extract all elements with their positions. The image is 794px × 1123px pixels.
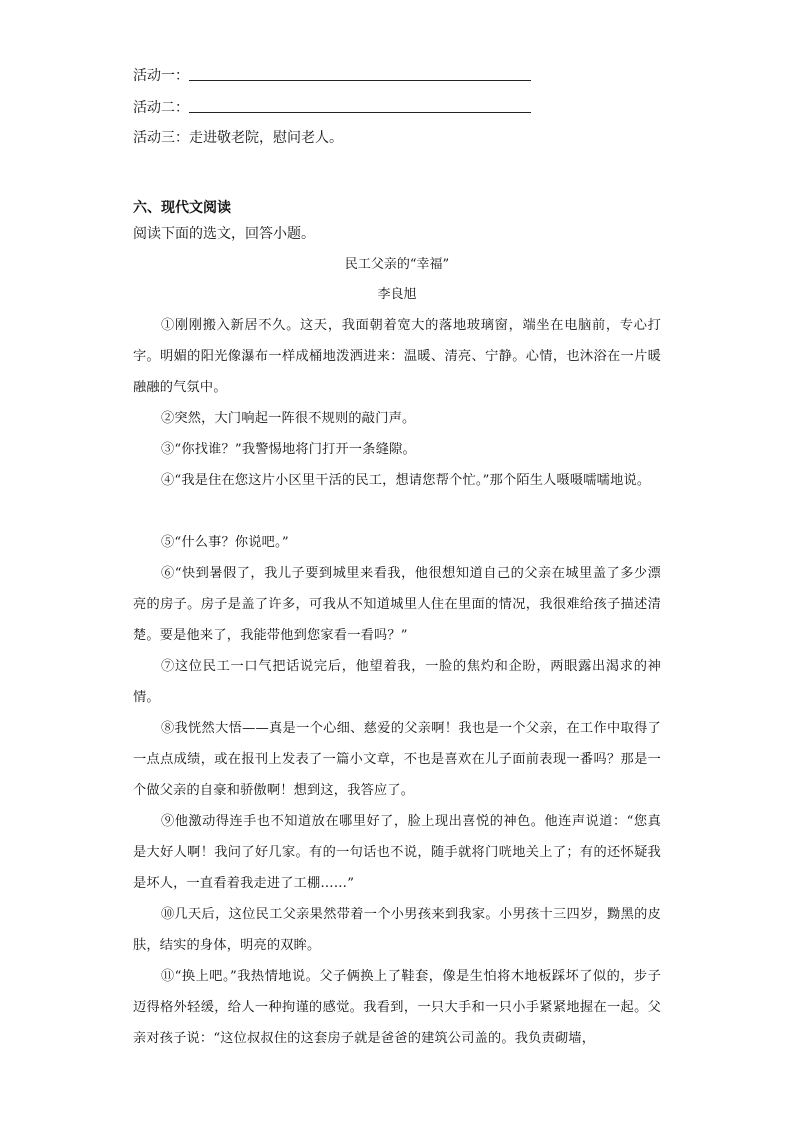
- paragraph-1: ①刚刚搬入新居不久。这天，我面朝着宽大的落地玻璃窗，端坐在电脑前，专心打字。明媚的阳光像瀑布一样成桶地泼洒进来：温暖、清亮、宁静。心情，也沐浴在一片暖融融的气氛中。: [133, 318, 661, 395]
- activity-one: [133, 66, 189, 86]
- activity-two: [133, 98, 189, 118]
- activity-one-label: 活动一：: [133, 68, 189, 84]
- paragraph-3: ③“你找谁？”我警惕地将门打开一条缝隙。: [161, 442, 416, 457]
- paragraph-10: ⑩几天后，这位民工父亲果然带着一个小男孩来到我家。小男孩十三四岁，黝黑的皮肤，结实的身体，明亮的双眸。: [133, 907, 661, 953]
- activity-three: 活动三：走进敬老院，慰问老人。: [133, 130, 343, 146]
- paragraph-2: ②突然，大门响起一阵很不规则的敲门声。: [161, 411, 416, 426]
- activity-two-blank: [189, 112, 531, 113]
- paragraph-8: ⑧我恍然大悟——真是一个心细、慈爱的父亲啊！我也是一个父亲，在工作中取得了一点点成绩，或在报刊上发表了一篇小文章，不也是喜欢在儿子面前表现一番吗？那是一个做父亲的自豪和骄傲啊！想到这，我答应了。: [133, 721, 661, 798]
- paragraph-9: ⑨他激动得连手也不知道放在哪里好了，脸上现出喜悦的神色。他连声说道：“您真是大好人啊！我问了好几家。有的一句话也不说，随手就将门咣地关上了；有的还怀疑我是坏人，一直看着我走进了工棚……”: [133, 814, 661, 891]
- activity-one-blank: [189, 80, 531, 81]
- activity-two-label: 活动二：: [133, 100, 189, 116]
- article-author: 李良旭: [377, 287, 417, 302]
- paragraph-6: ⑥“快到暑假了，我儿子要到城里来看我，他很想知道自己的父亲在城里盖了多少漂亮的房子。房子是盖了许多，可我从不知道城里人住在里面的情况，我很难给孩子描述清楚。要是他来了，我能带他到您家看一看吗？”: [133, 566, 661, 643]
- article-title: 民工父亲的“幸福”: [344, 257, 450, 272]
- section-instruction: 阅读下面的选文，回答小题。: [133, 226, 315, 242]
- paragraph-11: ⑪“换上吧。”我热情地说。父子俩换上了鞋套，像是生怕将木地板踩坏了似的，步子迈得格外轻缓，给人一种拘谨的感觉。我看到，一只大手和一只小手紧紧地握在一起。父亲对孩子说：“这位叔叔住的这套房子就是爸爸的建筑公司盖的。我负责砌墙，: [133, 969, 661, 1046]
- section-heading: 六、现代文阅读: [133, 200, 231, 216]
- paragraph-4: ④“我是住在您这片小区里干活的民工，想请您帮个忙。”那个陌生人嗫嗫嚅嚅地说。: [161, 473, 651, 488]
- paragraph-7: ⑦这位民工一口气把话说完后，他望着我，一脸的焦灼和企盼，两眼露出渴求的神情。: [133, 659, 661, 705]
- paragraph-5: ⑤“什么事？你说吧。”: [161, 535, 289, 550]
